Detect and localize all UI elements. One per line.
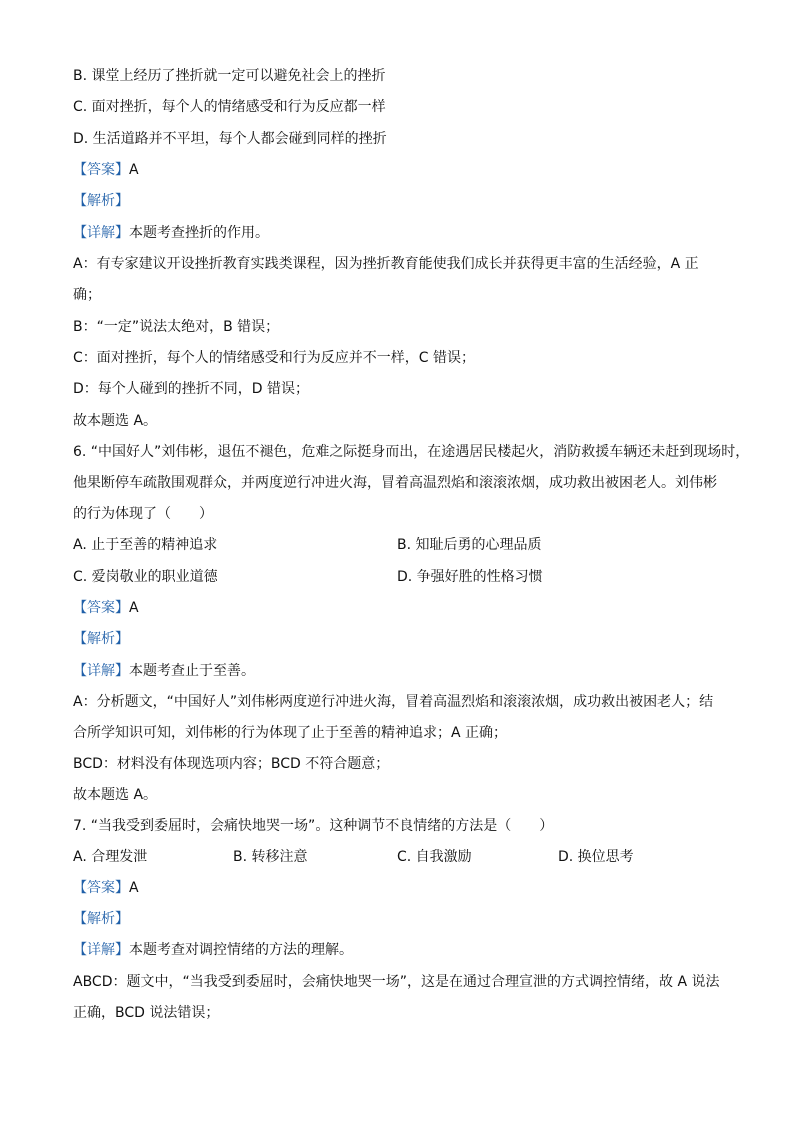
q6-explain-a-2: 合所学知识可知，刘伟彬的行为体现了止于至善的精神追求；A 正确； — [73, 725, 508, 741]
q6-option-d: D. 争强好胜的性格习惯 — [397, 569, 543, 585]
q5-analysis-tag: 【解析】 — [73, 193, 129, 209]
detail-text: 本题考查对调控情绪的方法的理解。 — [129, 942, 353, 958]
q5-explain-a-1: A：有专家建议开设挫折教育实践类课程，因为挫折教育能使我们成长并获得更丰富的生活经验，A 正 — [73, 256, 699, 272]
q6-option-b: B. 知耻后勇的心理品质 — [397, 537, 542, 553]
q5-explain-c: C：面对挫折，每个人的情绪感受和行为反应并不一样，C 错误； — [73, 350, 475, 366]
answer-tag: 【答案】 — [73, 880, 129, 896]
answer-tag: 【答案】 — [73, 162, 129, 178]
q5-option-c: C. 面对挫折，每个人的情绪感受和行为反应都一样 — [73, 99, 386, 115]
q7-analysis-tag: 【解析】 — [73, 911, 129, 927]
q7-answer — [73, 879, 139, 897]
q7-explain-2: 正确，BCD 说法错误； — [73, 1005, 220, 1021]
q7-option-a: A. 合理发泄 — [73, 849, 148, 865]
q7-stem: 7. “当我受到委屈时，会痛快地哭一场”。这种调节不良情绪的方法是（ ） — [73, 818, 554, 834]
detail-tag: 【详解】 — [73, 942, 129, 958]
q6-stem-1: 6. “中国好人”刘伟彬，退伍不褪色，危难之际挺身而出，在途遇居民楼起火，消防救援车辆还未赶到现场时， — [73, 444, 750, 460]
answer-value: A — [129, 162, 139, 178]
q7-option-c: C. 自我激励 — [397, 849, 472, 865]
q5-explain-a-2: 确； — [73, 287, 101, 303]
detail-text: 本题考查挫折的作用。 — [129, 225, 269, 241]
q6-conclusion: 故本题选 A。 — [73, 787, 158, 803]
detail-tag: 【详解】 — [73, 663, 129, 679]
q6-answer — [73, 599, 139, 617]
q5-conclusion: 故本题选 A。 — [73, 413, 158, 429]
answer-value: A — [129, 600, 139, 616]
q6-option-a: A. 止于至善的精神追求 — [73, 537, 218, 553]
q5-option-d: D. 生活道路并不平坦，每个人都会碰到同样的挫折 — [73, 131, 387, 147]
q6-option-c: C. 爱岗敬业的职业道德 — [73, 569, 218, 585]
q7-option-b: B. 转移注意 — [233, 849, 308, 865]
q5-option-b: B. 课堂上经历了挫折就一定可以避免社会上的挫折 — [73, 68, 386, 84]
q5-explain-d: D：每个人碰到的挫折不同，D 错误； — [73, 381, 310, 397]
q7-detail — [73, 941, 353, 959]
q5-explain-b: B：“一定”说法太绝对，B 错误； — [73, 319, 280, 335]
q5-detail — [73, 224, 269, 242]
q6-stem-2: 他果断停车疏散围观群众，并两度逆行冲进火海，冒着高温烈焰和滚滚浓烟，成功救出被困老人。刘伟彬 — [73, 475, 717, 491]
q6-explain-a-1: A：分析题文，“中国好人”刘伟彬两度逆行冲进火海，冒着高温烈焰和滚滚浓烟，成功救出被困老人；结 — [73, 694, 714, 710]
q6-analysis-tag: 【解析】 — [73, 631, 129, 647]
detail-text: 本题考查止于至善。 — [129, 663, 255, 679]
q6-detail — [73, 662, 255, 680]
q6-explain-bcd: BCD：材料没有体现选项内容；BCD 不符合题意； — [73, 756, 390, 772]
q6-stem-3: 的行为体现了（ ） — [73, 506, 213, 522]
answer-tag: 【答案】 — [73, 600, 129, 616]
q7-explain-1: ABCD：题文中，“当我受到委屈时，会痛快地哭一场”，这是在通过合理宣泄的方式调控情绪，故 A 说法 — [73, 974, 720, 990]
detail-tag: 【详解】 — [73, 225, 129, 241]
q7-option-d: D. 换位思考 — [558, 849, 634, 865]
answer-value: A — [129, 880, 139, 896]
q5-answer — [73, 161, 139, 179]
